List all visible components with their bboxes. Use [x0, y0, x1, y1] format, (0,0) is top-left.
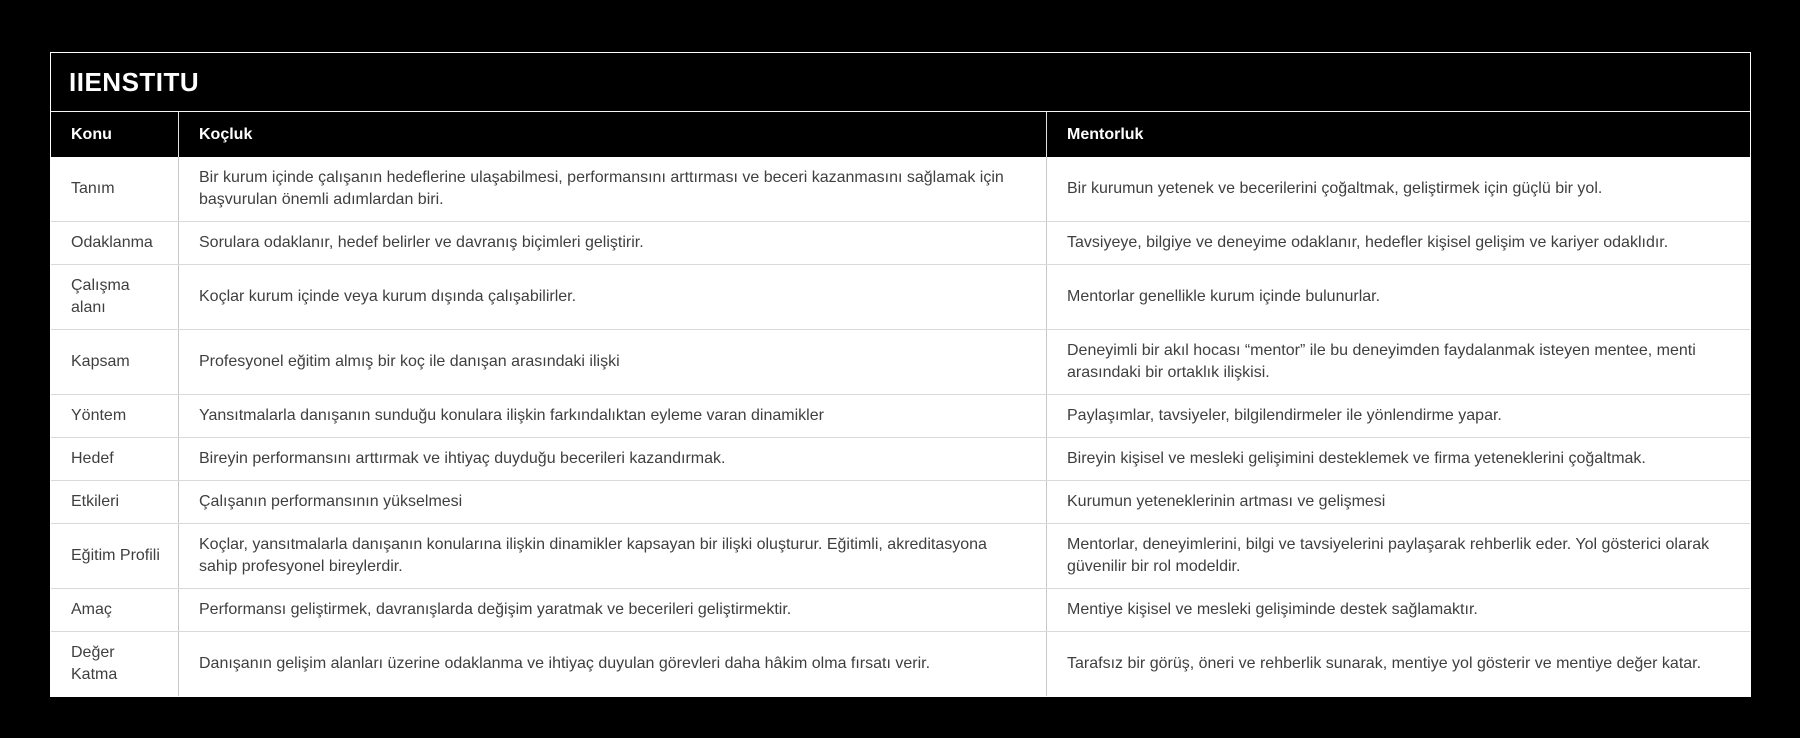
table-row	[51, 394, 1750, 437]
table-header-row	[51, 112, 1750, 157]
cell-topic: Amaç	[71, 601, 112, 618]
table-title-bar	[51, 53, 1750, 112]
cell-coaching: Yansıtmalarla danışanın sunduğu konulara ilişkin farkındalıktan eyleme varan dinamikler	[178, 395, 1046, 437]
cell-mentoring: Mentiye kişisel ve mesleki gelişiminde destek sağlamaktır.	[1046, 589, 1750, 631]
cell-mentoring: Bireyin kişisel ve mesleki gelişimini desteklemek ve firma yeteneklerini çoğaltmak.	[1046, 438, 1750, 480]
cell-topic: Yöntem	[71, 407, 127, 424]
table-row	[51, 480, 1750, 523]
cell-topic: Eğitim Profili	[71, 547, 160, 564]
column-header-coaching: Koçluk	[178, 112, 1046, 157]
cell-coaching: Performansı geliştirmek, davranışlarda değişim yaratmak ve becerileri geliştirmektir.	[178, 589, 1046, 631]
cell-mentoring: Mentorlar, deneyimlerini, bilgi ve tavsiyelerini paylaşarak rehberlik eder. Yol gösterici olarak güvenilir bir rol modeldir.	[1046, 524, 1750, 588]
cell-coaching: Koçlar, yansıtmalarla danışanın konularına ilişkin dinamikler kapsayan bir ilişki oluşturur. Eğitimli, akreditasyona sahip profesyonel bireylerdir.	[178, 524, 1046, 588]
cell-topic: Çalışma alanı	[71, 277, 130, 316]
comparison-table-panel	[50, 52, 1751, 697]
cell-topic: Kapsam	[71, 353, 130, 370]
cell-coaching: Çalışanın performansının yükselmesi	[178, 481, 1046, 523]
table-body	[51, 157, 1750, 696]
table-row	[51, 221, 1750, 264]
column-header-mentoring: Mentorluk	[1046, 112, 1750, 157]
cell-coaching: Profesyonel eğitim almış bir koç ile danışan arasındaki ilişki	[178, 330, 1046, 394]
cell-coaching: Koçlar kurum içinde veya kurum dışında çalışabilirler.	[178, 265, 1046, 329]
cell-topic: Değer Katma	[71, 644, 118, 683]
table-row	[51, 437, 1750, 480]
cell-mentoring: Tarafsız bir görüş, öneri ve rehberlik sunarak, mentiye yol gösterir ve mentiye değer katar.	[1046, 632, 1750, 696]
table-row	[51, 588, 1750, 631]
table-row	[51, 264, 1750, 329]
table-row	[51, 157, 1750, 221]
cell-mentoring: Mentorlar genellikle kurum içinde bulunurlar.	[1046, 265, 1750, 329]
cell-topic: Odaklanma	[71, 234, 153, 251]
table-row	[51, 631, 1750, 696]
cell-topic: Tanım	[71, 180, 115, 197]
cell-mentoring: Deneyimli bir akıl hocası “mentor” ile bu deneyimden faydalanmak isteyen mentee, menti arasındaki bir ortaklık ilişkisi.	[1046, 330, 1750, 394]
cell-coaching: Sorulara odaklanır, hedef belirler ve davranış biçimleri geliştirir.	[178, 222, 1046, 264]
cell-topic: Etkileri	[71, 493, 120, 510]
cell-mentoring: Bir kurumun yetenek ve becerilerini çoğaltmak, geliştirmek için güçlü bir yol.	[1046, 157, 1750, 221]
cell-topic: Hedef	[71, 450, 114, 467]
table-row	[51, 329, 1750, 394]
table-row	[51, 523, 1750, 588]
column-header-topic: Konu	[71, 125, 112, 143]
table-title: IIENSTITU	[69, 66, 200, 97]
cell-mentoring: Paylaşımlar, tavsiyeler, bilgilendirmeler ile yönlendirme yapar.	[1046, 395, 1750, 437]
cell-coaching: Bir kurum içinde çalışanın hedeflerine ulaşabilmesi, performansını arttırması ve beceri kazanmasını sağlamak için başvurulan önemli adımlardan biri.	[178, 157, 1046, 221]
cell-coaching: Bireyin performansını arttırmak ve ihtiyaç duyduğu becerileri kazandırmak.	[178, 438, 1046, 480]
cell-mentoring: Tavsiyeye, bilgiye ve deneyime odaklanır, hedefler kişisel gelişim ve kariyer odaklıdır.	[1046, 222, 1750, 264]
cell-coaching: Danışanın gelişim alanları üzerine odaklanma ve ihtiyaç duyulan görevleri daha hâkim olma fırsatı verir.	[178, 632, 1046, 696]
cell-mentoring: Kurumun yeteneklerinin artması ve gelişmesi	[1046, 481, 1750, 523]
